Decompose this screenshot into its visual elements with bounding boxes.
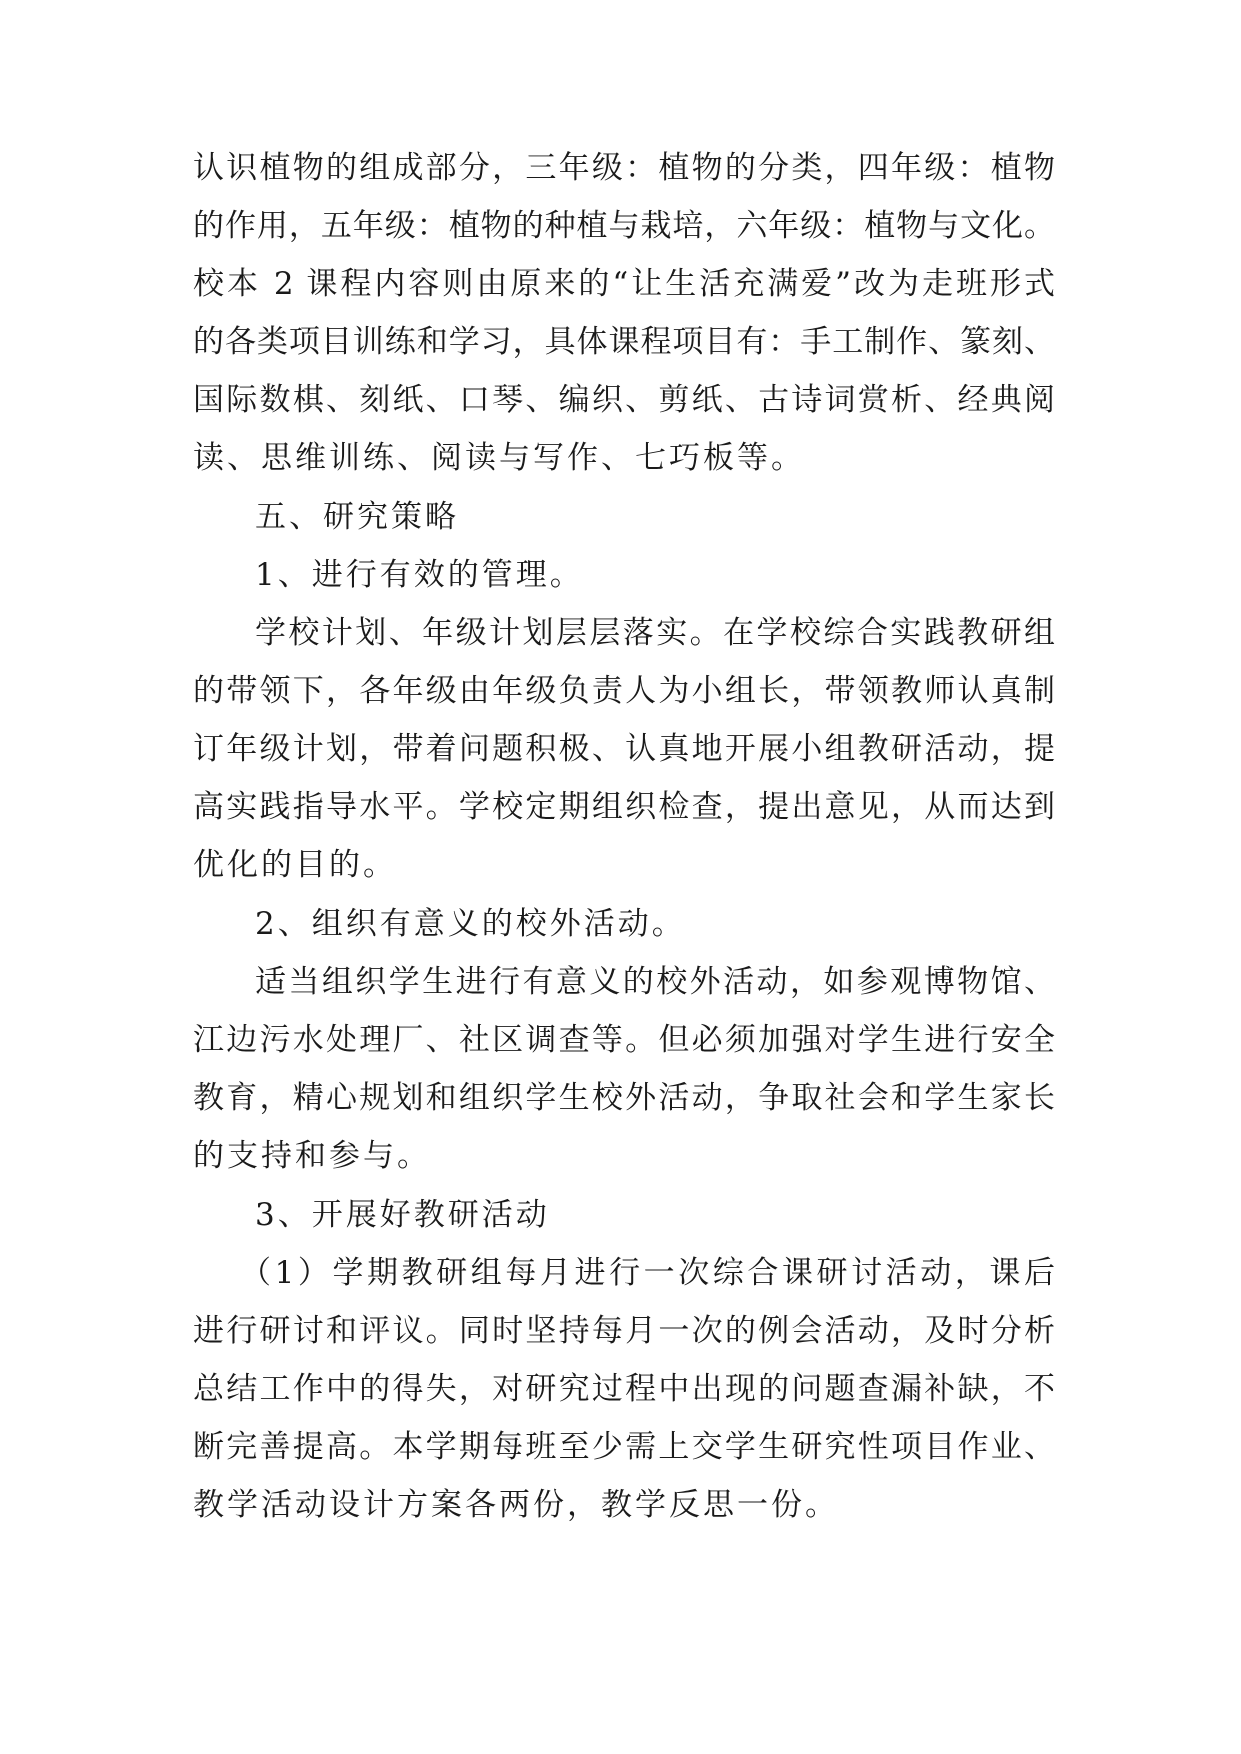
section-heading: 五、研究策略 <box>255 499 459 535</box>
text-line: 读、思维训练、阅读与写作、七巧板等。 <box>193 440 805 476</box>
subsection-heading: 3、开展好教研活动 <box>255 1197 550 1233</box>
text-line: 教育，精心规划和组织学生校外活动，争取社会和学生家长 <box>193 1080 1055 1116</box>
text-line: 订年级计划，带着问题积极、认真地开展小组教研活动，提 <box>193 731 1055 767</box>
text-line: 学校计划、年级计划层层落实。在学校综合实践教研组 <box>255 615 1055 651</box>
text-line: 的作用，五年级：植物的种植与栽培，六年级：植物与文化。 <box>193 208 1055 244</box>
text-line: 优化的目的。 <box>193 847 397 883</box>
text-line: 适当组织学生进行有意义的校外活动，如参观博物馆、 <box>255 964 1055 1000</box>
text-line: 的各类项目训练和学习，具体课程项目有：手工制作、篆刻、 <box>193 324 1055 360</box>
text-line: 总结工作中的得失，对研究过程中出现的问题查漏补缺，不 <box>193 1371 1055 1407</box>
subsection-heading: 2、组织有意义的校外活动。 <box>255 906 686 942</box>
text-line: 校本 2 课程内容则由原来的“让生活充满爱”改为走班形式 <box>193 266 1055 302</box>
text-line: 高实践指导水平。学校定期组织检查，提出意见，从而达到 <box>193 789 1055 825</box>
text-line: 进行研讨和评议。同时坚持每月一次的例会活动，及时分析 <box>193 1313 1055 1349</box>
text-line: 认识植物的组成部分，三年级：植物的分类，四年级：植物 <box>193 150 1055 186</box>
subsection-heading: 1、进行有效的管理。 <box>255 557 584 593</box>
text-line: 断完善提高。本学期每班至少需上交学生研究性项目作业、 <box>193 1429 1055 1465</box>
text-line: 国际数棋、刻纸、口琴、编织、剪纸、古诗词赏析、经典阅 <box>193 382 1055 418</box>
text-line: 的带领下，各年级由年级负责人为小组长，带领教师认真制 <box>193 673 1055 709</box>
text-line: 教学活动设计方案各两份，教学反思一份。 <box>193 1487 839 1523</box>
text-line: 江边污水处理厂、社区调查等。但必须加强对学生进行安全 <box>193 1022 1055 1058</box>
text-line: （1）学期教研组每月进行一次综合课研讨活动，课后 <box>240 1255 1055 1291</box>
text-line: 的支持和参与。 <box>193 1138 431 1174</box>
